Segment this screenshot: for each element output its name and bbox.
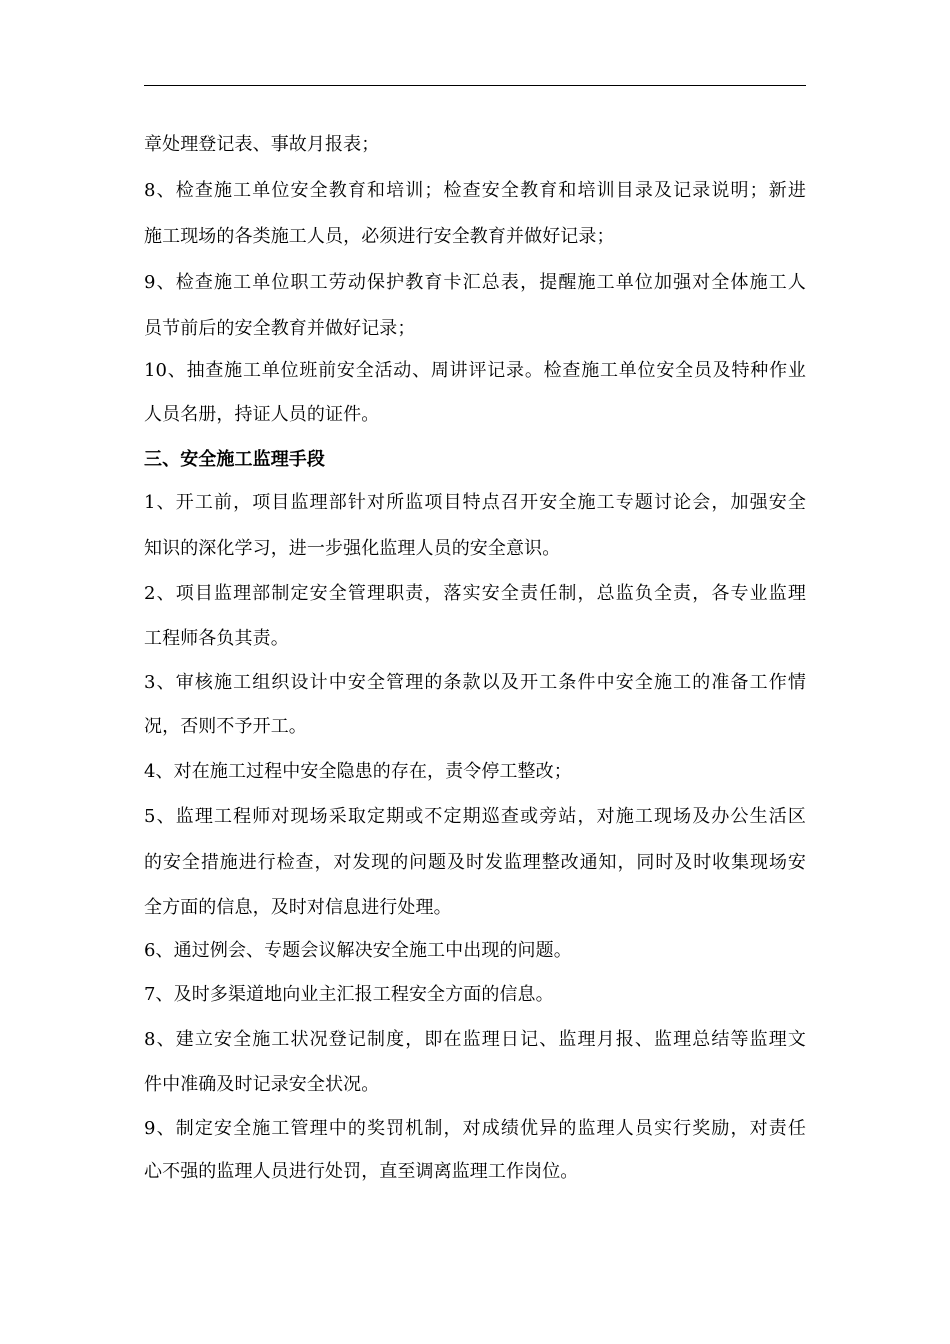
text-line: 心不强的监理人员进行处罚，直至调离监理工作岗位。 [144,1161,579,1182]
text-line: 全方面的信息，及时对信息进行处理。 [144,897,452,918]
text-line: 员节前后的安全教育并做好记录； [144,318,416,339]
text-line: 况，否则不予开工。 [144,716,307,737]
text-line: 1、开工前，项目监理部针对所监项目特点召开安全施工专题讨论会，加强安全 [144,492,806,513]
text-line: 2、项目监理部制定安全管理职责，落实安全责任制，总监负全责，各专业监理 [144,583,806,604]
header-rule [144,85,806,86]
text-line: 5、监理工程师对现场采取定期或不定期巡查或旁站，对施工现场及办公生活区 [144,806,806,827]
text-line: 6、通过例会、专题会议解决安全施工中出现的问题。 [144,940,572,961]
text-line: 施工现场的各类施工人员，必须进行安全教育并做好记录； [144,226,615,247]
text-line: 知识的深化学习，进一步强化监理人员的安全意识。 [144,538,561,559]
text-line: 8、检查施工单位安全教育和培训；检查安全教育和培训目录及记录说明；新进 [144,180,806,201]
text-line: 8、建立安全施工状况登记制度，即在监理日记、监理月报、监理总结等监理文 [144,1029,806,1050]
text-line: 7、及时多渠道地向业主汇报工程安全方面的信息。 [144,984,554,1005]
text-line: 人员名册，持证人员的证件。 [144,404,380,425]
text-line: 9、制定安全施工管理中的奖罚机制，对成绩优异的监理人员实行奖励，对责任 [144,1118,806,1139]
text-line: 3、审核施工组织设计中安全管理的条款以及开工条件中安全施工的准备工作情 [144,672,806,693]
text-line: 工程师各负其责。 [144,628,289,649]
text-line: 章处理登记表、事故月报表； [144,134,380,155]
text-line: 4、对在施工过程中安全隐患的存在，责令停工整改； [144,761,572,782]
text-line: 9、检查施工单位职工劳动保护教育卡汇总表，提醒施工单位加强对全体施工人 [144,272,806,293]
text-line: 的安全措施进行检查，对发现的问题及时发监理整改通知，同时及时收集现场安 [144,852,806,873]
text-line: 件中准确及时记录安全状况。 [144,1074,380,1095]
section-heading: 三、安全施工监理手段 [144,449,325,470]
text-line: 10、抽查施工单位班前安全活动、周讲评记录。检查施工单位安全员及特种作业 [144,360,806,381]
